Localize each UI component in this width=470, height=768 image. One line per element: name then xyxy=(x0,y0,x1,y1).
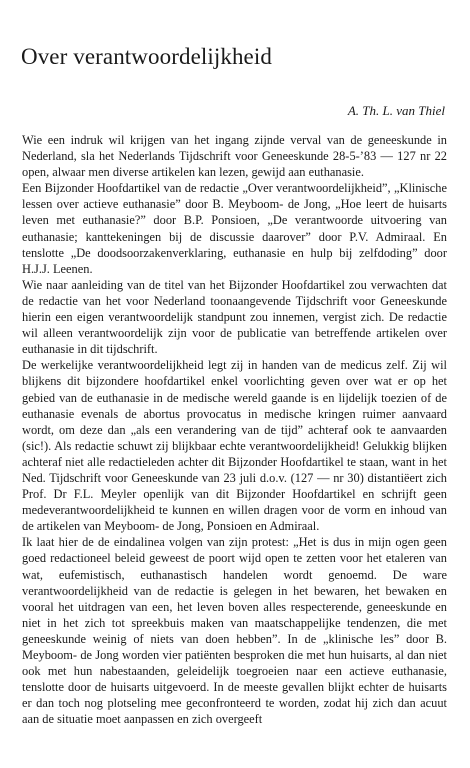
paragraph: Een Bijzonder Hoofdartikel van de redactie „Over verantwoordelijkheid”, „Klinische lessen over actieve euthanasie” door B. Meyboom- de Jong, „Hoe leert de huisarts leven met euthanasie?” door B.P. Ponsioen, „De verantwoorde uitvoering van euthanasie; kanttekeningen bij de discussie daarover” door P.V. Admiraal. En tenslotte „De doodsoorzakenverklaring, euthanasie en hulp bij zelfdoding” door H.J.J. Leenen. xyxy=(22,181,447,276)
paragraph: Wie naar aanleiding van de titel van het Bijzonder Hoofdartikel zou verwachten dat de redactie van het voor Nederland toonaangevende Tijdschrift voor Geneeskunde hierin een eigen verantwoordelijk standpunt zou innemen, vergist zich. De redactie wil alleen verantwoordelijk zijn voor de publicatie van betreffende artikelen over euthanasie in dit tijdschrift. xyxy=(22,277,447,357)
paragraph: Ik laat hier de de eindalinea volgen van zijn protest: „Het is dus in mijn ogen geen goed redactioneel beleid geweest de poort wijd open te zetten voor het etaleren van wat, eufemistisch, euthanastisch handelen wordt genoemd. De ware verantwoordelijkheid van de redactie is gelegen in het bewaren, het bewaken en vooral het uitdragen van een, het leven boven alles respecterende, geneeskunde en niet in het zich tot spreekbuis maken van maatschappelijke tendenzen, die met geneeskunde weinig of niets van doen hebben”. In de „klinische les” door B. Meyboom- de Jong worden vier patiënten besproken die met hun huisarts, al dan niet ook met hun nabestaanden, geleidelijk toegroeien naar een actieve euthanasie, tenslotte door de huisarts uitgevoerd. In de meeste gevallen blijkt echter de huisarts er dan toch nog plotseling mee geconfronteerd te worden, zodat hij zich dan acuut aan de situatie moet aanpassen en zich overgeeft xyxy=(22,535,447,727)
paragraph: De werkelijke verantwoordelijkheid legt zij in handen van de medicus zelf. Zij wil blijkens dit bijzondere hoofdartikel enkel voorlichting geven over wat er op het gebied van de euthanasie in de medische wereld gaande is en lijdelijk toezien of de euthanasie evenals de abortus provocatus in medische kringen ruimer aanvaard wordt, om deze dan „als een verandering van de tijd” achteraf ook te aanvaarden (sic!). Als redactie schuwt zij blijkbaar echte verantwoordelijkheid! Gelukkig blijken achteraf niet alle redactieleden achter dit Bijzonder Hoofdartikel te staan, want in het Ned. Tijdschrift voor Geneeskunde van 23 juli d.o.v. (127 — nr 30) distantiëert zich Prof. Dr F.L. Meyler openlijk van dit Bijzonder Hoofdartikel en schrijft geen medeverantwoordelijkheid te kunnen en willen dragen voor de vorm en inhoud van de artikelen van Meyboom- de Jong, Ponsioen en Admiraal. xyxy=(22,358,447,534)
author-byline: A. Th. L. van Thiel xyxy=(347,103,445,118)
page-title: Over verantwoordelijkheid xyxy=(21,44,272,69)
article-body xyxy=(22,132,447,727)
paragraph: Wie een indruk wil krijgen van het ingang zijnde verval van de geneeskunde in Nederland, sla het Nederlands Tijdschrift voor Geneeskunde 28-5-’83 — 127 nr 22 open, alwaar men diverse artikelen kan lezen, gewijd aan euthanasie. xyxy=(22,133,447,180)
